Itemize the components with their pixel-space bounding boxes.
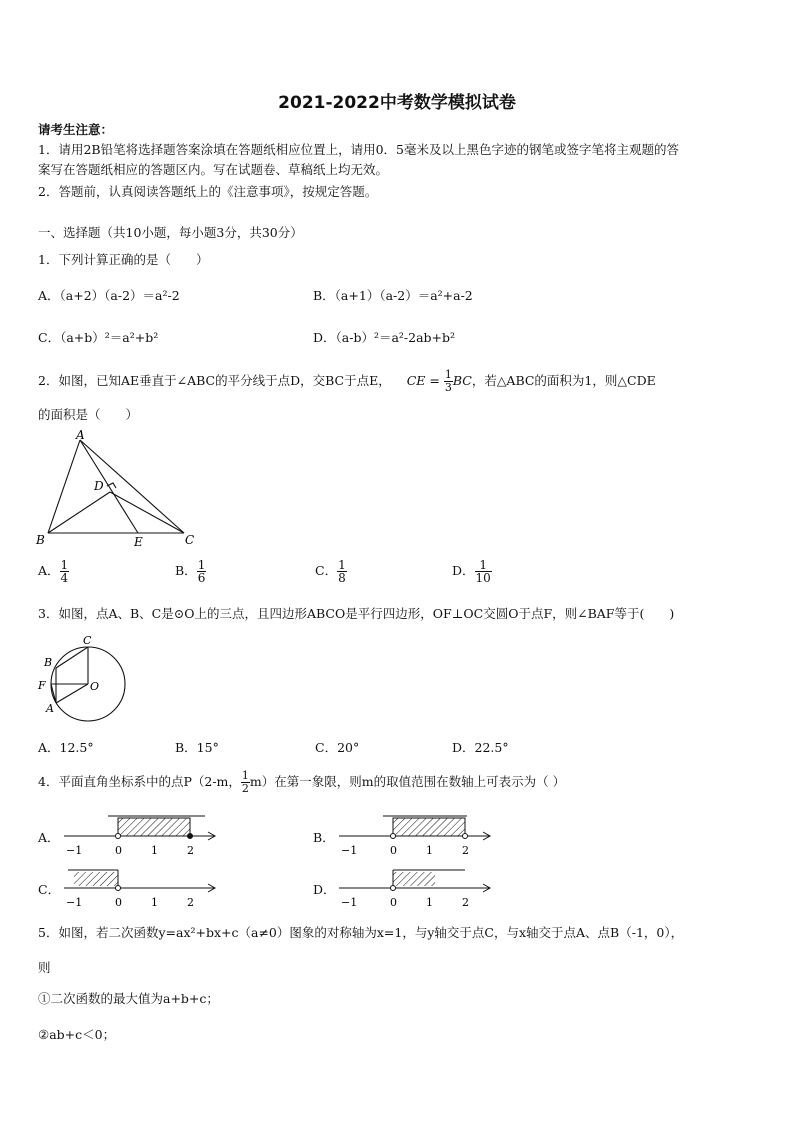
svg-text:−1: −1 (341, 844, 358, 857)
svg-text:0: 0 (390, 896, 397, 909)
q5-item-1: ①二次函数的最大值为a+b+c； (38, 991, 219, 1006)
q2-stem-part-c: 的面积是（ ） (38, 407, 139, 422)
q2-label-b: B (36, 533, 45, 547)
q1-stem: 1．下列计算正确的是（ ） (38, 252, 209, 267)
svg-text:−1: −1 (66, 896, 83, 909)
q2-option-b: B． $\frac{1}{6}$ (175, 558, 206, 585)
svg-text:1: 1 (151, 844, 158, 857)
notice-line-1b: 案写在答题纸相应的答题区内。写在试题卷、草稿纸上均无效。 (38, 162, 389, 177)
notice-line-2: 2．答题前，认真阅读答题纸上的《注意事项》，按规定答题。 (38, 184, 378, 199)
q3-stem: 3．如图，点A、B、C是⊙O上的三点，且四边形ABCO是平行四边形，OF⊥OC交圆O于点F，则∠BAF等于( ) (38, 606, 675, 621)
q4-option-c-label: C． (38, 882, 61, 897)
q2-stem-part-a: 2．如图，已知AE垂直于∠ABC的平分线于点D，交BC于点E， (38, 373, 391, 388)
q2-stem-part-b: ，若△ABC的面积为1，则△CDE (471, 373, 656, 388)
svg-text:1: 1 (151, 896, 158, 909)
q3-label-o: O (90, 680, 100, 693)
notice-heading: 请考生注意： (38, 122, 114, 137)
q4-numberline-a (60, 810, 220, 860)
svg-text:2: 2 (187, 844, 194, 857)
q2-label-a: A (76, 430, 85, 442)
q4-option-a-label: A． (38, 830, 60, 845)
q5-stem-a: 5．如图，若二次函数y=ax²+bx+c（a≠0）图象的对称轴为x=1，与y轴交于点C，与x轴交于点A、点B（-1，0）， (38, 925, 684, 940)
svg-text:2: 2 (462, 844, 469, 857)
q3-label-a: A (46, 702, 54, 715)
svg-text:0: 0 (115, 896, 122, 909)
svg-text:2: 2 (187, 896, 194, 909)
svg-text:0: 0 (390, 844, 397, 857)
q1-option-a: A．（a+2）（a-2）＝a²-2 (38, 288, 180, 303)
section-heading: 一、选择题（共10小题，每小题3分，共30分） (38, 225, 303, 240)
q3-option-c: C．20° (315, 740, 360, 755)
q3-figure (34, 632, 134, 724)
q2-line-dc (110, 492, 184, 533)
q1-option-d: D．（a-b）²＝a²-2ab+b² (313, 330, 456, 345)
svg-text:1: 1 (426, 844, 433, 857)
q3-label-b: B (44, 656, 53, 669)
q3-option-b: B．15° (175, 740, 219, 755)
q4-stem-part-b: m）在第一象限，则m的取值范围在数轴上可表示为（ ） (249, 774, 566, 789)
q3-label-f: F (38, 679, 46, 692)
q2-bc: BC (452, 373, 472, 388)
q3-option-d: D．22.5° (452, 740, 509, 755)
svg-text:1: 1 (426, 896, 433, 909)
q2-stem (38, 369, 656, 394)
q2-option-d: D． $\frac{1}{10}$ (452, 558, 491, 585)
q4-numberline-b (335, 810, 495, 860)
q2-label-e: E (134, 535, 143, 549)
q4-stem-part-a: 4．平面直角坐标系中的点P（2-m， (38, 774, 241, 789)
q2-ce: CE = (406, 373, 440, 388)
q5-stem-b: 则 (38, 960, 51, 975)
q1-option-c: C．（a+b）²＝a²+b² (38, 330, 159, 345)
q3-label-c: C (83, 634, 92, 647)
q2-bisector-bd (48, 492, 110, 533)
q5-item-2: ②ab+c＜0； (38, 1027, 116, 1042)
q2-line-ae (80, 440, 138, 533)
notice-line-1a: 1．请用2B铅笔将选择题答案涂填在答题纸相应位置上，请用0．5毫米及以上黑色字迹的钢笔或签字笔将主观题的答 (38, 142, 679, 157)
exam-title: 2021-2022中考数学模拟试卷 (278, 93, 516, 113)
q4-fraction: $\frac{1}{2}$ (241, 769, 249, 795)
q3-ao (56, 684, 88, 703)
q2-fraction: $\frac{1}{3}$ (444, 368, 452, 394)
svg-text:0: 0 (115, 844, 122, 857)
q2-option-a: A． $\frac{1}{4}$ (38, 558, 69, 585)
q2-label-d: D (94, 479, 104, 493)
svg-text:−1: −1 (341, 896, 358, 909)
q4-numberline-d (335, 862, 495, 912)
q2-option-c: C． $\frac{1}{8}$ (315, 558, 346, 585)
svg-text:−1: −1 (66, 844, 83, 857)
q2-label-c: C (185, 533, 195, 547)
q3-option-a: A．12.5° (38, 740, 94, 755)
q2-side-ab (48, 440, 80, 533)
q4-numberline-c (60, 862, 220, 912)
q2-figure (34, 430, 204, 550)
svg-text:2: 2 (462, 896, 469, 909)
q1-option-b: B．（a+1）（a-2）＝a²+a-2 (313, 288, 473, 303)
q2-right-angle-mark (107, 483, 116, 488)
q4-stem (38, 770, 565, 795)
q4-option-b-label: B． (313, 830, 335, 845)
q4-option-d-label: D． (313, 882, 336, 897)
